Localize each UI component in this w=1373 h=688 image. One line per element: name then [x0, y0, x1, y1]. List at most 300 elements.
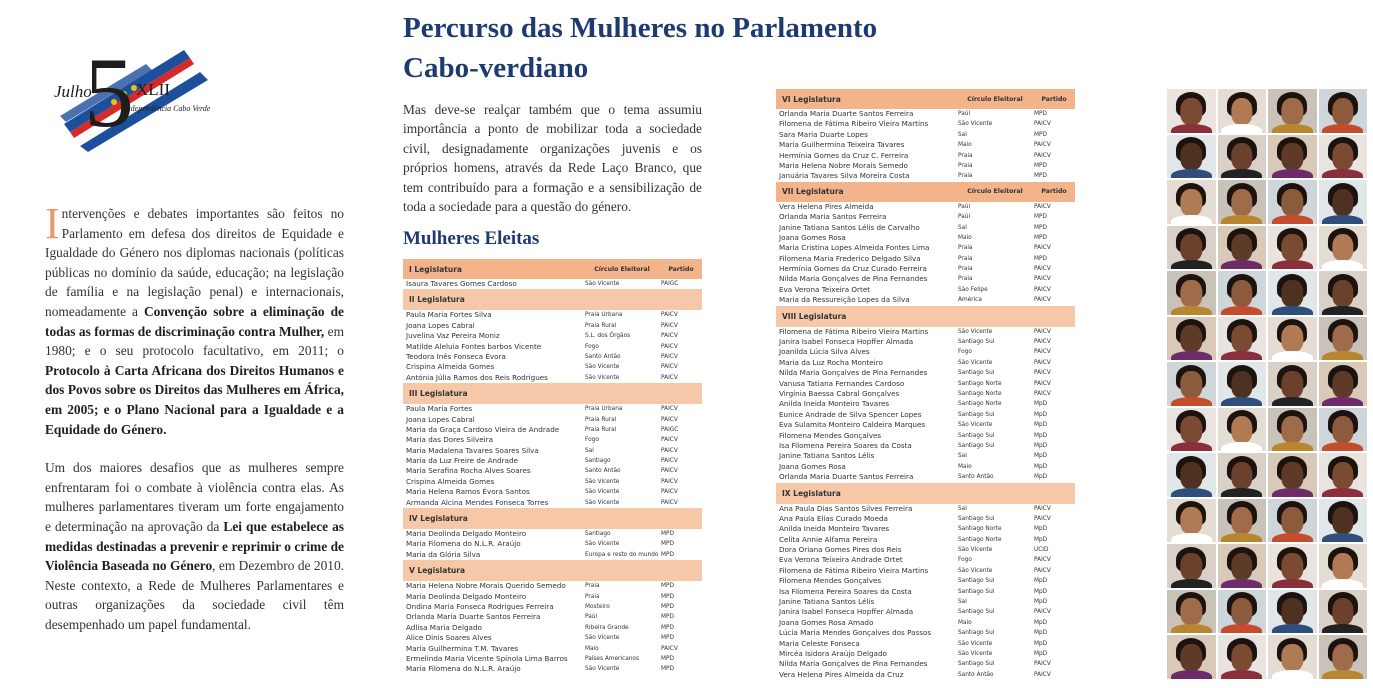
member-name: Maria da Glória Silva: [406, 549, 481, 559]
member-name: Orlanda Maria Duarte Santos Ferreira: [779, 109, 914, 118]
party: MpD: [1034, 619, 1048, 626]
party: MPD: [1034, 234, 1047, 241]
party: MPD: [1034, 173, 1047, 180]
party: MPD: [661, 603, 674, 610]
legislature-header: [403, 259, 702, 279]
table-row: [403, 550, 702, 560]
electoral-circle: Sal: [958, 453, 967, 460]
electoral-circle: Praia: [958, 276, 973, 283]
electoral-circle: São Vicente: [958, 640, 993, 647]
member-name: Juvelina Vaz Pereira Moniz: [406, 331, 500, 341]
electoral-circle: São Vicente: [958, 547, 993, 554]
electoral-circle: Santiago Sul: [958, 588, 995, 595]
party: PAICV: [1034, 349, 1051, 356]
member-portrait: [1318, 179, 1369, 225]
member-name: Filomena Maria Frederico Delgado Silva: [779, 253, 921, 263]
party: PAICV: [1034, 359, 1051, 366]
member-name: Hermínia Gomes da Cruz Curado Ferreira: [779, 264, 927, 274]
member-name: Sara Maria Duarte Lopes: [779, 129, 868, 139]
logo-roman: XLII: [136, 80, 170, 99]
member-portrait: [1166, 407, 1217, 453]
party: PAICV: [661, 353, 678, 360]
electoral-circle: São Vicente: [585, 666, 620, 673]
electoral-circle: Europa e resto do mundo: [585, 551, 659, 558]
table-row: [403, 498, 702, 508]
member-portrait: [1318, 407, 1369, 453]
member-name: Maria da Luz Freire de Andrade: [406, 456, 518, 466]
party: MPD: [661, 593, 674, 600]
member-portrait: [1267, 134, 1318, 180]
table-row: [776, 545, 1075, 555]
table-row: [403, 342, 702, 352]
electoral-circle: Santiago Sul: [958, 578, 995, 585]
table-row: [776, 649, 1075, 659]
party: PAICV: [1034, 328, 1051, 335]
member-portrait: [1217, 407, 1268, 453]
party: PAICV: [1034, 671, 1051, 678]
party: MPD: [661, 551, 674, 558]
party: MpD: [1034, 650, 1048, 657]
member-portrait: [1267, 498, 1318, 544]
electoral-circle: Sal: [958, 224, 967, 231]
legislature-title: VII Legislatura: [782, 187, 844, 197]
table-row: [776, 587, 1075, 597]
table-row: [776, 451, 1075, 461]
member-name: Lúcia Maria Mendes Gonçalves dos Passos: [779, 628, 932, 638]
electoral-circle: Maio: [958, 234, 972, 241]
electoral-circle: Praia Urbana: [585, 312, 623, 319]
member-name: Maria Filomena do N.L.R. Araújo: [406, 539, 521, 549]
column-header-party: Partido: [668, 265, 694, 273]
party: PAICV: [1034, 370, 1051, 377]
member-name: Eva Verona Teixeira Ortet: [779, 284, 871, 294]
member-portrait: [1166, 316, 1217, 362]
table-row: [776, 441, 1075, 451]
electoral-circle: Praia Rural: [585, 416, 617, 423]
member-name: Ana Paula Dias Santos Silves Ferreira: [779, 503, 913, 513]
member-portrait: [1166, 361, 1217, 407]
member-name: Adlisa Maria Delgado: [406, 622, 482, 632]
table-row: [403, 435, 702, 445]
table-row: [403, 331, 702, 341]
member-portrait: [1318, 634, 1369, 680]
electoral-circle: Sal: [958, 131, 967, 138]
electoral-circle: Santiago Norte: [958, 526, 1002, 533]
member-name: Isaura Tavares Gomes Cardoso: [406, 279, 517, 288]
electoral-circle: São Vicente: [585, 364, 620, 371]
party: MPD: [661, 614, 674, 621]
member-portrait: [1217, 361, 1268, 407]
member-name: Filomena de Fátima Ribeiro Vieira Martins: [779, 565, 929, 575]
member-name: Dora Oriana Gomes Pires dos Reis: [779, 545, 902, 555]
member-name: Ermelinda Maria Vicente Spínola Lima Barros: [406, 653, 568, 663]
party: PAICV: [1034, 609, 1051, 616]
table-row: [776, 659, 1075, 669]
member-portrait: [1267, 270, 1318, 316]
party: PAICV: [661, 343, 678, 350]
table-row: [403, 602, 702, 612]
member-name: Orlanda Maria Duarte Santos Ferreira: [406, 612, 541, 622]
member-name: Ana Paula Elias Curado Moeda: [779, 513, 888, 523]
table-row: [776, 119, 1075, 129]
party: PAICV: [1034, 245, 1051, 252]
member-name: Vanusa Tatiana Fernandes Cardoso: [779, 378, 905, 388]
member-name: Joana Gomes Rosa Amado: [779, 617, 874, 627]
party: MpD: [1034, 536, 1048, 543]
electoral-circle: São Vicente: [585, 478, 620, 485]
party: MpD: [1034, 463, 1048, 470]
member-name: Orlanda Maria Santos Ferreira: [779, 212, 887, 222]
table-row: [403, 612, 702, 622]
member-portrait: [1217, 88, 1268, 134]
member-name: Maria Madalena Tavares Soares Silva: [406, 445, 539, 455]
member-portrait: [1166, 452, 1217, 498]
party: MpD: [1034, 599, 1048, 606]
electoral-circle: Praia: [585, 593, 600, 600]
legislature-title: II Legislatura: [403, 289, 702, 310]
table-row: [403, 644, 702, 654]
member-portrait: [1217, 134, 1268, 180]
table-row: [403, 581, 702, 591]
table-row: [403, 373, 702, 383]
party: MpD: [1034, 401, 1048, 408]
photo-grid: [1166, 88, 1368, 680]
electoral-circle: Praia Rural: [585, 426, 617, 433]
electoral-circle: Praia: [958, 173, 973, 180]
electoral-circle: Sal: [958, 599, 967, 606]
electoral-circle: Paúl: [585, 614, 598, 621]
logo: [50, 34, 220, 152]
member-name: Anilda Ineida Monteiro Tavares: [779, 524, 890, 534]
legislature-header: [776, 89, 1075, 109]
member-portrait: [1217, 270, 1268, 316]
table-row: [776, 347, 1075, 357]
electoral-circle: Praia: [958, 152, 973, 159]
party: PAICV: [1034, 203, 1051, 210]
table-row: [776, 399, 1075, 409]
member-portrait: [1217, 634, 1268, 680]
member-name: Maria Guilhermina Teixeira Tavares: [779, 140, 905, 150]
party: PAICV: [1034, 266, 1051, 273]
table-row: [776, 379, 1075, 389]
table-row: [776, 202, 1075, 212]
member-name: Joana Lopes Cabral: [406, 414, 475, 424]
table-row: [776, 254, 1075, 264]
electoral-circle: Fogo: [958, 557, 972, 564]
legislature-title: IV Legislatura: [403, 508, 702, 529]
table-row: [776, 462, 1075, 472]
party: PAICV: [1034, 380, 1051, 387]
electoral-circle: São Vicente: [958, 567, 993, 574]
table-row: [403, 466, 702, 476]
electoral-circle: Fogo: [585, 343, 599, 350]
electoral-circle: São Vicente: [585, 489, 620, 496]
member-portrait: [1267, 589, 1318, 635]
electoral-circle: Praia: [958, 255, 973, 262]
electoral-circle: Mosteiro: [585, 603, 610, 610]
member-name: Maria da Graça Cardoso Vieira de Andrade: [406, 424, 560, 434]
electoral-circle: Países Americanos: [585, 655, 640, 662]
member-portrait: [1166, 543, 1217, 589]
member-name: Filomena de Fátima Ribeiro Vieira Martins: [779, 119, 929, 129]
party: MPD: [661, 541, 674, 548]
member-name: Janine Tatiana Santos Lélis de Carvalho: [779, 222, 920, 232]
member-portrait: [1166, 270, 1217, 316]
table-row: [403, 446, 702, 456]
table-row: [776, 389, 1075, 399]
legislature-title: VIII Legislatura: [776, 306, 1075, 327]
table-row: [776, 295, 1075, 305]
party: MPD: [1034, 111, 1047, 117]
table-row: [776, 264, 1075, 274]
electoral-circle: Santiago: [585, 458, 611, 465]
party: PAIGC: [661, 281, 679, 287]
electoral-circle: América: [958, 297, 982, 304]
table-row: [776, 639, 1075, 649]
electoral-circle: Praia Rural: [585, 322, 617, 329]
party: PAICV: [661, 478, 678, 485]
table-row: [776, 151, 1075, 161]
electoral-circle: Praia: [958, 266, 973, 273]
member-name: Maria Celeste Fonseca: [779, 638, 860, 648]
member-name: Eunice Andrade de Silva Spencer Lopes: [779, 409, 922, 419]
member-name: Janira Isabel Fonseca Hopffer Almada: [779, 607, 914, 617]
member-name: Isa Filomena Pereira Soares da Costa: [779, 440, 912, 450]
legislature-title: IX Legislatura: [776, 483, 1075, 504]
table-row: [403, 623, 702, 633]
member-portrait: [1267, 361, 1318, 407]
electoral-circle: Maio: [585, 645, 599, 652]
table-row: [776, 243, 1075, 253]
member-name: Maria Serafina Rocha Alves Soares: [406, 466, 531, 476]
electoral-circle: São Vicente: [958, 121, 993, 128]
member-portrait: [1267, 179, 1318, 225]
intro-paragraph: Mas deve-se realçar também que o tema assumiu importância a ponto de mobilizar toda a sociedade civil, designadamente organizações juvenis e os próprios homens, através da Rede Laço Branco, que tem contribuído para a formação e a sensibilização de toda a sociedade para a questão do género.: [403, 102, 702, 215]
electoral-circle: Santiago Norte: [958, 536, 1002, 543]
electoral-circle: Santo Antão: [958, 474, 994, 481]
party: PAICV: [1034, 276, 1051, 283]
member-portrait: [1318, 270, 1369, 316]
table-row: [776, 410, 1075, 420]
member-portrait: [1217, 498, 1268, 544]
member-name: Vera Helena Pires Almeida da Cruz: [779, 669, 904, 679]
party: MpD: [1034, 411, 1048, 418]
member-name: Virgínia Baessa Cabral Gonçalves: [779, 388, 900, 398]
member-name: Maria Helena Ramos Évora Santos: [406, 487, 530, 497]
table-row: [403, 539, 702, 549]
electoral-circle: Santiago Sul: [958, 630, 995, 637]
electoral-circle: Santiago Sul: [958, 609, 995, 616]
electoral-circle: Praia: [958, 245, 973, 252]
table-row: [403, 415, 702, 425]
electoral-circle: S.L. dos Órgãos: [585, 333, 631, 340]
member-portrait: [1217, 452, 1268, 498]
member-portrait: [1217, 589, 1268, 635]
table-row: [776, 628, 1075, 638]
table-row: [403, 425, 702, 435]
electoral-circle: Fogo: [585, 437, 599, 444]
party: PAICV: [1034, 339, 1051, 346]
party: MPD: [661, 635, 674, 642]
party: PAICV: [1034, 661, 1051, 668]
table-row: [776, 420, 1075, 430]
left-paragraph-1: Intervenções e debates importantes são feitos no Parlamento em defesa dos direitos de Equidade e Igualdade do Género nos diplomas nacionais (políticas públicas no domínio da saúde, educação; na legislação de família e na legislação penal) e internacionais, nomeadamente a Convenção sobre a eliminação de todas as formas de discriminação contra Mulher, em 1980; e o seu protocolo facultativo, em 2011; o Protocolo à Carta Africana dos Direitos Humanos e dos Povos sobre os Direitos das Mulheres em África, em 2005; e o Plano Nacional para a Igualdade e a Equidade do Género.: [45, 199, 344, 437]
table-row: [776, 223, 1075, 233]
electoral-circle: Fogo: [958, 349, 972, 356]
party: MPD: [661, 531, 674, 538]
table-row: [776, 555, 1075, 565]
electoral-circle: Santiago Sul: [958, 661, 995, 668]
member-name: Crispina Almeida Gomes: [406, 362, 495, 372]
table-row: [403, 664, 702, 674]
party: MpD: [1034, 630, 1048, 637]
member-portrait: [1217, 543, 1268, 589]
logo-month: Julho: [54, 82, 92, 101]
column-header-circle: Círculo Eleitoral: [967, 95, 1023, 103]
party: PAICV: [1034, 121, 1051, 128]
member-name: Janira Isabel Fonseca Hopffer Almada: [779, 337, 914, 347]
table-row: [403, 404, 702, 414]
column-header-circle: Círculo Eleitoral: [967, 188, 1023, 196]
member-name: Maria Deolinda Delgado Monteiro: [406, 529, 527, 539]
party: MPD: [661, 666, 674, 673]
table-row: [403, 321, 702, 331]
table-row: [776, 566, 1075, 576]
party: PAICV: [661, 322, 678, 329]
electoral-circle: São Vicente: [958, 359, 993, 366]
electoral-circle: Maio: [958, 463, 972, 470]
electoral-circle: Praia Urbana: [585, 406, 623, 413]
electoral-circle: Santiago Sul: [958, 339, 995, 346]
party: PAICV: [661, 364, 678, 371]
party: PAICV: [661, 458, 678, 465]
table-row: [776, 109, 1075, 119]
electoral-circle: Santo Antão: [585, 468, 621, 475]
dropcap: I: [45, 199, 60, 248]
party: PAICV: [1034, 142, 1051, 149]
column-header-party: Partido: [1041, 188, 1067, 196]
member-portrait: [1217, 225, 1268, 271]
electoral-circle: Praia: [958, 162, 973, 169]
electoral-circle: Praia: [585, 583, 600, 590]
party: UCID: [1034, 547, 1049, 554]
table-row: [403, 279, 702, 289]
electoral-circle: Santiago Sul: [958, 370, 995, 377]
table-row: [776, 233, 1075, 243]
member-name: Joana Gomes Rosa: [779, 461, 846, 471]
party: MpD: [1034, 578, 1048, 585]
member-name: Filomena Mendes Gonçalves: [779, 576, 882, 586]
table-row: [776, 212, 1075, 222]
member-portrait: [1267, 543, 1318, 589]
party: MPD: [1034, 162, 1047, 169]
table-row: [776, 358, 1075, 368]
member-portrait: [1318, 134, 1369, 180]
party: PAICV: [661, 645, 678, 652]
table-row: [403, 456, 702, 466]
electoral-circle: Maio: [958, 619, 972, 626]
legislature-title: V Legislatura: [403, 560, 702, 581]
electoral-circle: Santiago Norte: [958, 390, 1002, 397]
party: MPD: [1034, 224, 1047, 231]
table-row: [776, 274, 1075, 284]
legislature-title: III Legislatura: [403, 383, 702, 404]
member-portrait: [1318, 316, 1369, 362]
party: MPD: [661, 624, 674, 631]
table-row: [776, 670, 1075, 680]
member-name: Maria Cristina Lopes Almeida Fontes Lima: [779, 243, 930, 253]
legislature-title: I Legislatura: [409, 264, 462, 274]
table-row: [776, 472, 1075, 482]
electoral-circle: Santiago Norte: [958, 401, 1002, 408]
electoral-circle: Maio: [958, 142, 972, 149]
party: PAICV: [661, 374, 678, 381]
member-name: Maria da Luz Rocha Monteiro: [779, 357, 883, 367]
table-row: [403, 654, 702, 664]
party: PAICV: [661, 416, 678, 423]
table-row: [776, 130, 1075, 140]
legislature-header: [776, 182, 1075, 202]
member-portrait: [1318, 88, 1369, 134]
party: MpD: [1034, 442, 1048, 449]
party: PAICV: [1034, 286, 1051, 293]
member-name: Joana Gomes Rosa: [779, 232, 846, 242]
electoral-circle: Ribeira Grande: [585, 624, 629, 631]
table-row: [403, 633, 702, 643]
member-portrait: [1267, 634, 1318, 680]
party: PAICV: [1034, 567, 1051, 574]
party: MpD: [1034, 526, 1048, 533]
member-portrait: [1318, 452, 1369, 498]
electoral-circle: Paúl: [958, 214, 971, 221]
party: PAICV: [661, 489, 678, 496]
member-name: Maria da Ressureição Lopes da Silva: [779, 295, 910, 305]
electoral-circle: Santiago Sul: [958, 411, 995, 418]
member-portrait: [1267, 88, 1318, 134]
party: MpD: [1034, 422, 1048, 429]
party: PAICV: [661, 499, 678, 506]
party: MpD: [1034, 432, 1048, 439]
member-portrait: [1217, 316, 1268, 362]
party: MpD: [1034, 474, 1048, 481]
svg-text:5: 5: [84, 37, 134, 148]
table-row: [403, 487, 702, 497]
member-name: Teodora Inês Fonseca Évora: [406, 351, 506, 361]
party: MpD: [1034, 588, 1048, 595]
party: PAICV: [661, 447, 678, 454]
member-name: Maria Helena Nobre Morais Semedo: [779, 160, 908, 170]
member-name: Janine Tatiana Santos Lélis: [779, 451, 875, 461]
member-portrait: [1166, 498, 1217, 544]
member-portrait: [1267, 225, 1318, 271]
electoral-circle: Santiago Norte: [958, 380, 1002, 387]
member-name: Ondina Maria Fonseca Rodrigues Ferreira: [406, 601, 554, 611]
page-title: Percurso das Mulheres no Parlamento Cabo-verdiano: [403, 12, 878, 84]
member-portrait: [1318, 543, 1369, 589]
member-name: Eva Sulamita Monteiro Caldeira Marques: [779, 420, 926, 430]
party: PAICV: [1034, 390, 1051, 397]
table-row: [776, 337, 1075, 347]
electoral-circle: São Vicente: [585, 374, 620, 381]
member-portrait: [1267, 316, 1318, 362]
member-name: Nilda Maria Gonçalves de Pina Fernandes: [779, 368, 928, 378]
table-row: [776, 327, 1075, 337]
party: MPD: [1034, 131, 1047, 138]
electoral-circle: São Vicente: [958, 650, 993, 657]
legislature-title: VI Legislatura: [782, 94, 841, 104]
electoral-circle: São Felipe: [958, 286, 988, 293]
member-name: Januária Tavares Silva Moreira Costa: [779, 171, 910, 181]
